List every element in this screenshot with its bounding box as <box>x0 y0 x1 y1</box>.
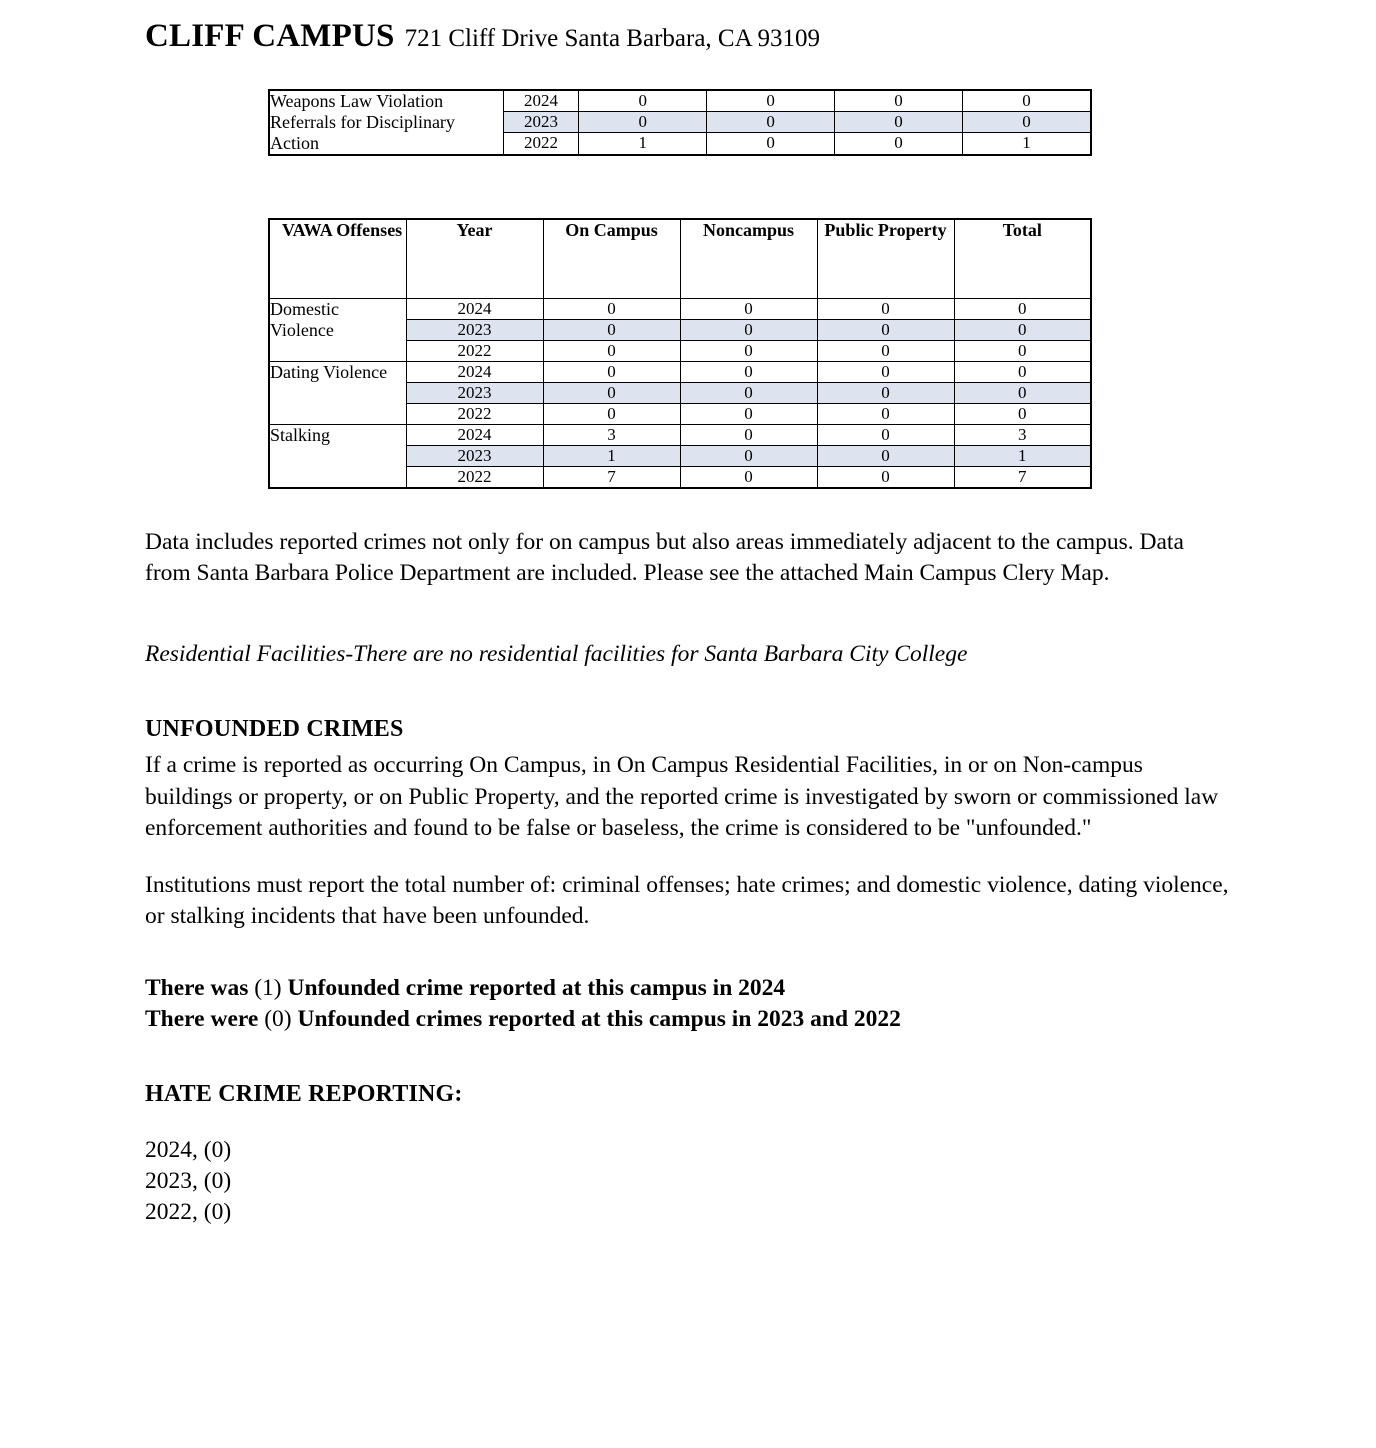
noncampus-cell: 0 <box>680 319 817 340</box>
public-property-cell: 0 <box>817 466 954 488</box>
table-row <box>269 298 1091 319</box>
public-property-cell: 0 <box>817 340 954 361</box>
vawa-offenses-table <box>268 218 1092 489</box>
data-note-paragraph: Data includes reported crimes not only for on campus but also areas immediately adjacent to the campus. Data from Santa Barbara Police Department are included. Please see the attached Main Campus Clery Map. <box>145 528 1184 586</box>
year-cell: 2023 <box>406 382 543 403</box>
on-campus-cell: 7 <box>543 466 680 488</box>
total-cell: 1 <box>963 133 1091 155</box>
list-item: 2022, (0) <box>145 1199 232 1226</box>
header-year: Year <box>406 219 543 299</box>
weapons-law-violation-table <box>268 89 1092 156</box>
hate-crime-list <box>145 1135 1231 1229</box>
year-cell: 2024 <box>406 424 543 445</box>
total-cell: 0 <box>963 90 1091 112</box>
noncampus-cell: 0 <box>680 445 817 466</box>
table-row <box>269 90 1091 112</box>
year-cell: 2024 <box>406 298 543 319</box>
unfounded-statements <box>145 973 1231 1036</box>
weapons-table-container <box>268 89 1092 156</box>
on-campus-cell: 0 <box>543 298 680 319</box>
unfounded-statement-2023-2022 <box>145 1004 1231 1035</box>
residential-facilities-note: Residential Facilities-There are no residential facilities for Santa Barbara City College <box>145 641 968 668</box>
total-cell: 0 <box>954 319 1091 340</box>
on-campus-cell: 0 <box>579 90 707 112</box>
table-header-row <box>269 219 1091 299</box>
public-property-cell: 0 <box>835 133 963 155</box>
noncampus-cell: 0 <box>680 298 817 319</box>
category-label: Domestic Violence <box>269 298 406 361</box>
header-vawa-offenses: VAWA Offenses <box>269 219 406 299</box>
category-label: Dating Violence <box>269 361 406 424</box>
noncampus-cell: 0 <box>680 403 817 424</box>
noncampus-cell: 0 <box>707 112 835 133</box>
page-header <box>0 0 1376 55</box>
header-public-property: Public Property <box>817 219 954 299</box>
list-item: 2023, (0) <box>145 1168 232 1195</box>
public-property-cell: 0 <box>817 298 954 319</box>
statement-prefix: There was <box>145 974 255 1001</box>
public-property-cell: 0 <box>835 112 963 133</box>
noncampus-cell: 0 <box>680 361 817 382</box>
public-property-cell: 0 <box>817 319 954 340</box>
year-cell: 2024 <box>503 90 579 112</box>
year-cell: 2024 <box>406 361 543 382</box>
public-property-cell: 0 <box>817 382 954 403</box>
on-campus-cell: 3 <box>543 424 680 445</box>
year-cell: 2022 <box>406 403 543 424</box>
year-cell: 2022 <box>406 340 543 361</box>
noncampus-cell: 0 <box>680 340 817 361</box>
public-property-cell: 0 <box>835 90 963 112</box>
statement-suffix: Unfounded crime reported at this campus in 2024 <box>281 974 786 1001</box>
campus-title: CLIFF CAMPUS <box>145 18 395 54</box>
noncampus-cell: 0 <box>707 90 835 112</box>
public-property-cell: 0 <box>817 424 954 445</box>
on-campus-cell: 0 <box>543 361 680 382</box>
on-campus-cell: 0 <box>543 340 680 361</box>
total-cell: 0 <box>963 112 1091 133</box>
category-label: Weapons Law Violation Referrals for Disciplinary Action <box>269 90 503 155</box>
total-cell: 7 <box>954 466 1091 488</box>
total-cell: 0 <box>954 403 1091 424</box>
total-cell: 1 <box>954 445 1091 466</box>
noncampus-cell: 0 <box>680 466 817 488</box>
year-cell: 2023 <box>503 112 579 133</box>
hate-crime-reporting-heading: HATE CRIME REPORTING: <box>145 1081 463 1108</box>
total-cell: 0 <box>954 361 1091 382</box>
list-item: 2024, (0) <box>145 1136 232 1163</box>
table-row <box>269 424 1091 445</box>
noncampus-cell: 0 <box>707 133 835 155</box>
total-cell: 0 <box>954 382 1091 403</box>
header-noncampus: Noncampus <box>680 219 817 299</box>
total-cell: 0 <box>954 340 1091 361</box>
public-property-cell: 0 <box>817 361 954 382</box>
on-campus-cell: 1 <box>543 445 680 466</box>
on-campus-cell: 0 <box>543 403 680 424</box>
campus-address: 721 Cliff Drive Santa Barbara, CA 93109 <box>404 25 821 52</box>
vawa-table-container <box>268 218 1092 489</box>
unfounded-paragraph-2: Institutions must report the total number of: criminal offenses; hate crimes; and domestic violence, dating violence, or stalking incidents that have been unfounded. <box>145 872 1229 930</box>
unfounded-crimes-heading: UNFOUNDED CRIMES <box>145 716 404 743</box>
statement-count: (1) <box>254 974 282 1001</box>
table-row <box>269 361 1091 382</box>
unfounded-paragraph-1: If a crime is reported as occurring On Campus, in On Campus Residential Facilities, in or on Non-campus buildings or property, or on Public Property, and the reported crime is investigated by sworn or commissioned law enforcement authorities and found to be false or baseless, the crime is considered to be "unfounded." <box>145 752 1219 841</box>
noncampus-cell: 0 <box>680 382 817 403</box>
on-campus-cell: 0 <box>579 112 707 133</box>
public-property-cell: 0 <box>817 445 954 466</box>
total-cell: 3 <box>954 424 1091 445</box>
year-cell: 2023 <box>406 319 543 340</box>
document-body <box>145 527 1231 1229</box>
total-cell: 0 <box>954 298 1091 319</box>
public-property-cell: 0 <box>817 403 954 424</box>
on-campus-cell: 0 <box>543 319 680 340</box>
noncampus-cell: 0 <box>680 424 817 445</box>
header-on-campus: On Campus <box>543 219 680 299</box>
year-cell: 2023 <box>406 445 543 466</box>
statement-suffix: Unfounded crimes reported at this campus in 2023 and 2022 <box>291 1005 901 1032</box>
statement-count: (0) <box>264 1005 292 1032</box>
statement-prefix: There were <box>145 1005 265 1032</box>
unfounded-statement-2024 <box>145 973 1231 1004</box>
on-campus-cell: 1 <box>579 133 707 155</box>
category-label: Stalking <box>269 424 406 488</box>
year-cell: 2022 <box>406 466 543 488</box>
year-cell: 2022 <box>503 133 579 155</box>
on-campus-cell: 0 <box>543 382 680 403</box>
header-total: Total <box>954 219 1091 299</box>
